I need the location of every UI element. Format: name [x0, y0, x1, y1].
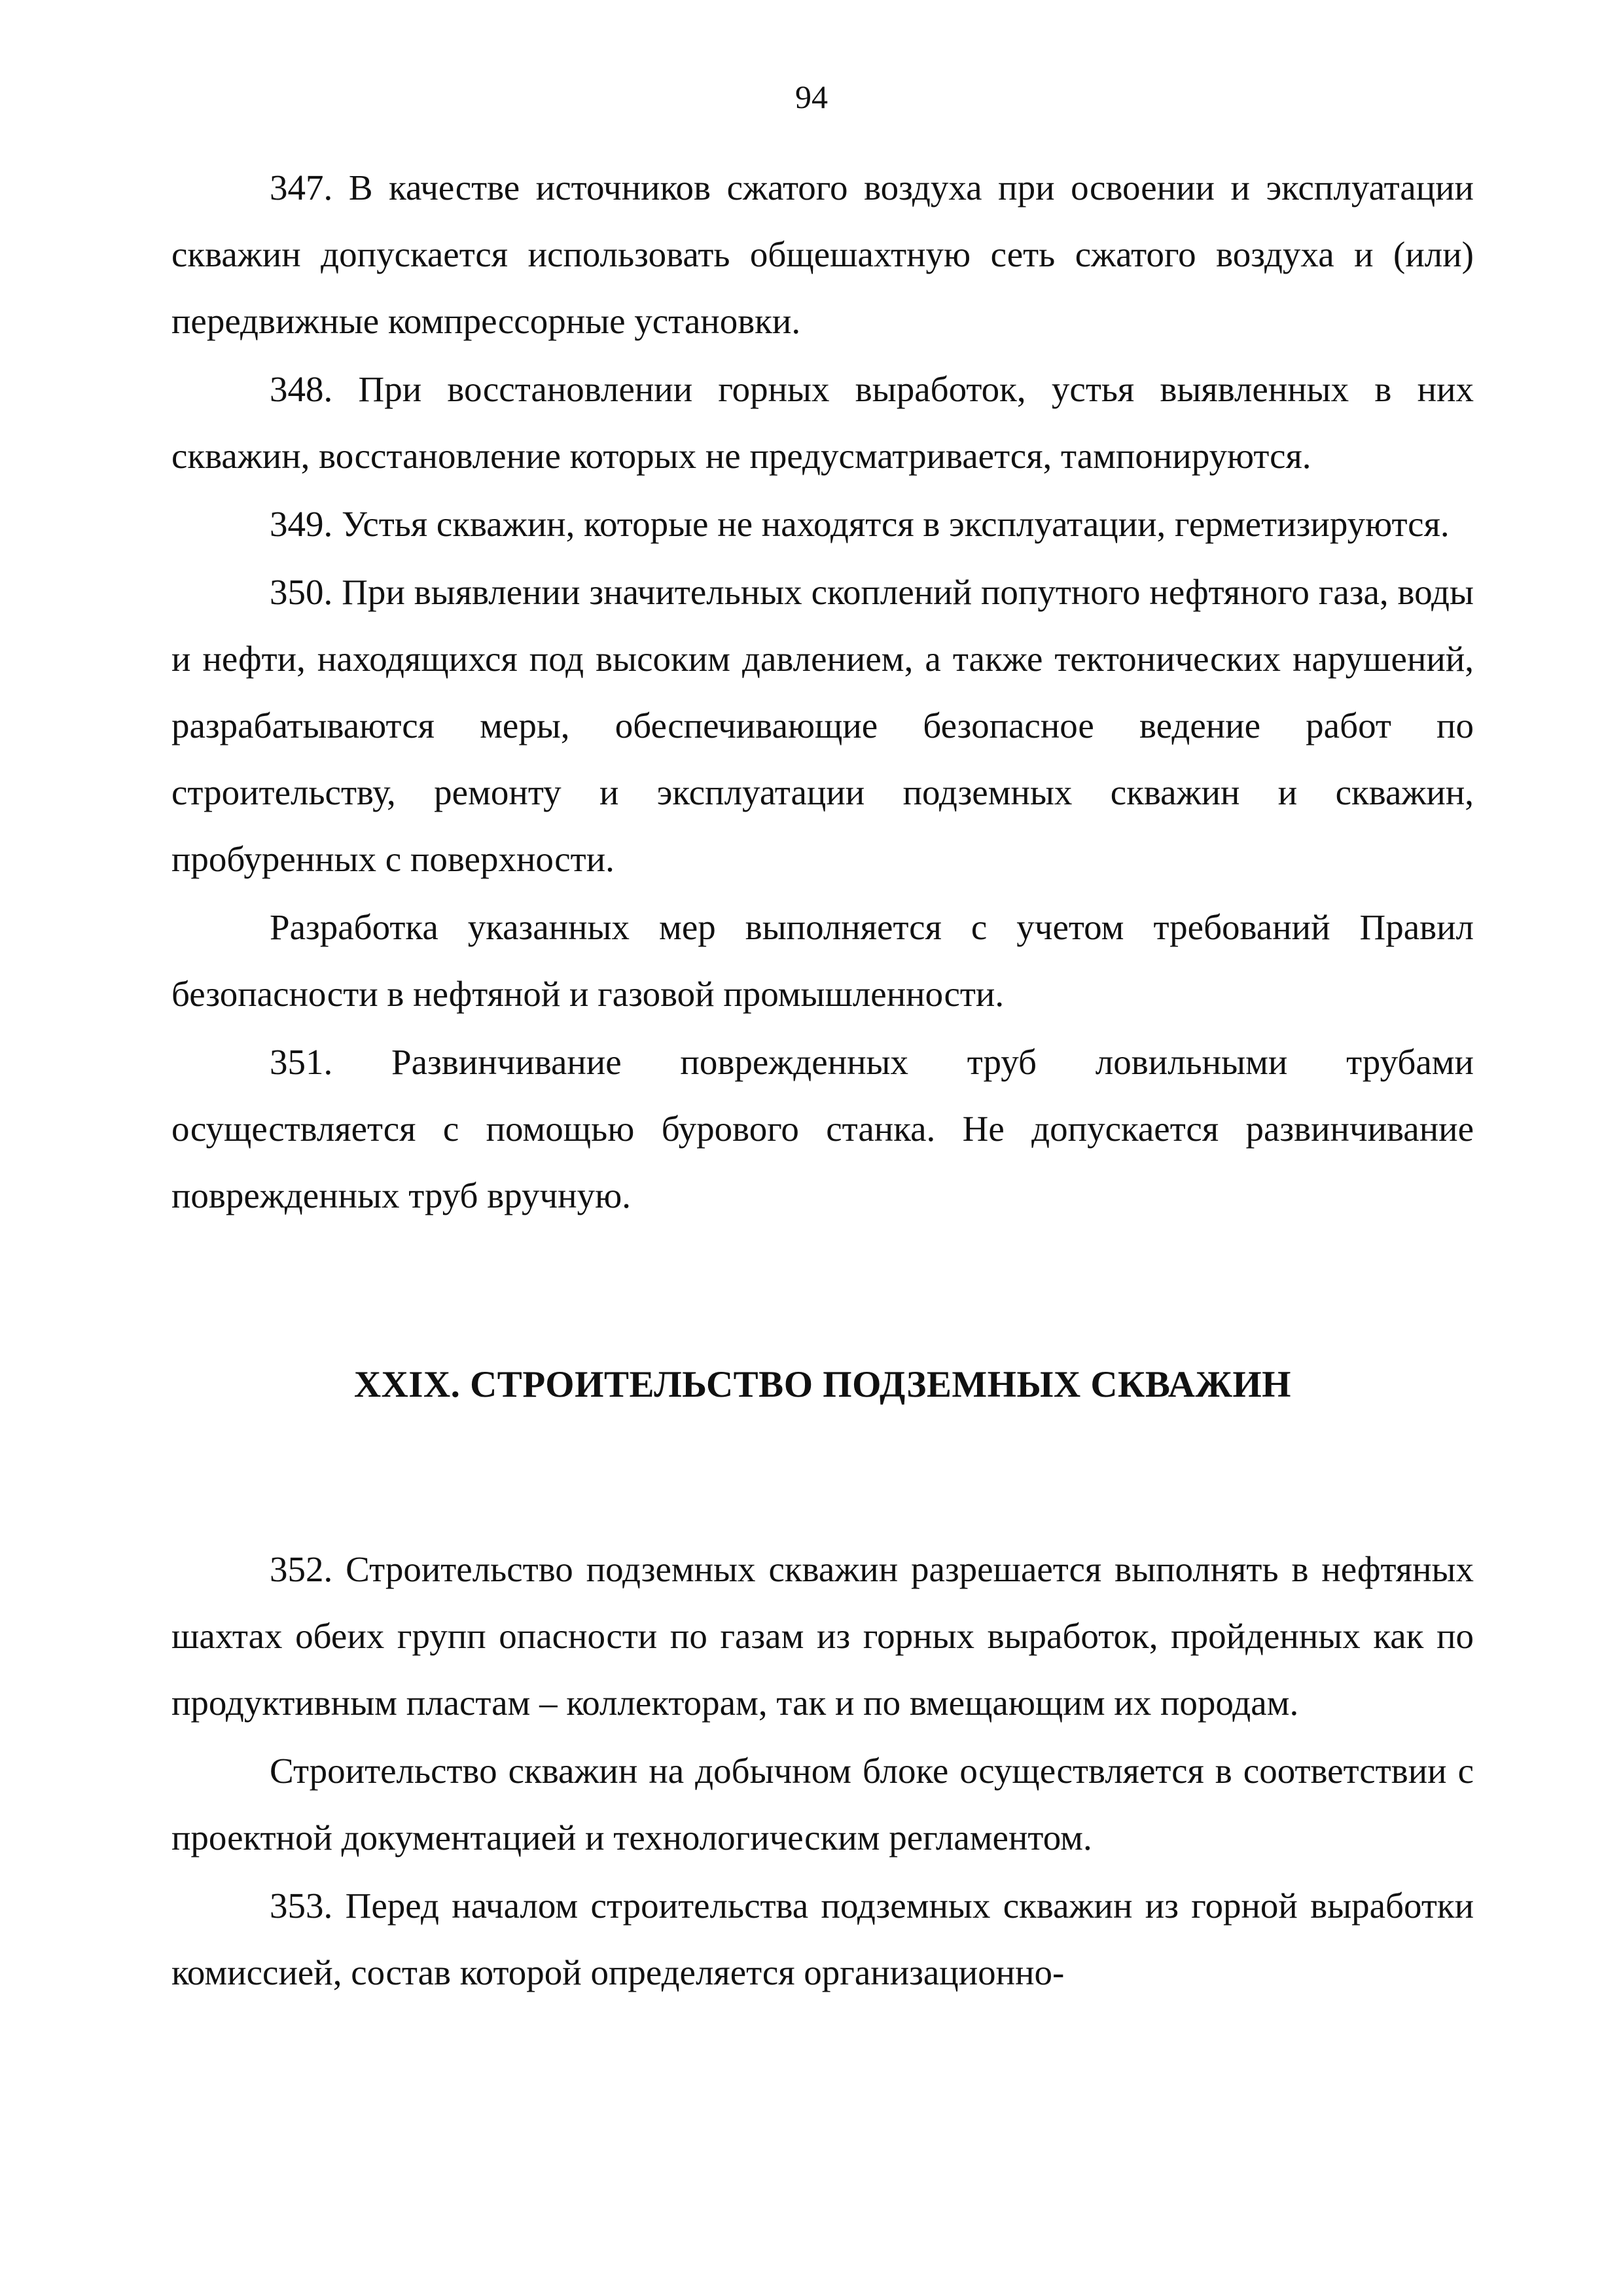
paragraph-351 [171, 1029, 1474, 1230]
page-number: 94 [795, 79, 828, 115]
paragraph-text: Строительство скважин на добычном блоке осуществляется в соответствии с проектной документацией и технологическим регламентом. [171, 1751, 1474, 1857]
section-heading: XXIX. СТРОИТЕЛЬСТВО ПОДЗЕМНЫХ СКВАЖИН [353, 1364, 1292, 1405]
paragraph-352 [171, 1536, 1474, 1738]
paragraph-text: В качестве источников сжатого воздуха при освоении и эксплуатации скважин допускается использовать общешахтную сеть сжатого воздуха и (или) передвижные компрессорные установки. [171, 168, 1474, 341]
item-number: 349. [270, 504, 333, 544]
item-number: 347. [270, 168, 333, 207]
paragraph-text: Перед началом строительства подземных скважин из горной выработки комиссией, состав которой определяется организационно- [171, 1886, 1474, 1992]
paragraph-350-continued [171, 894, 1474, 1029]
document-body [171, 154, 1474, 2007]
paragraph-text: Устья скважин, которые не находятся в эксплуатации, герметизируются. [342, 504, 1450, 544]
item-number: 352. [270, 1549, 333, 1589]
paragraph-text: Строительство подземных скважин разрешается выполнять в нефтяных шахтах обеих групп опасности по газам из горных выработок, пройденных как по продуктивным пластам – коллекторам, так и по вмещающим их породам. [171, 1549, 1474, 1723]
item-number: 353. [270, 1886, 333, 1926]
paragraph-text: При восстановлении горных выработок, устья выявленных в них скважин, восстановление которых не предусматривается, тампонируются. [171, 369, 1474, 476]
item-number: 351. [270, 1042, 333, 1082]
paragraph-text: Развинчивание поврежденных труб ловильными трубами осуществляется с помощью бурового станка. Не допускается развинчивание поврежденных труб вручную. [171, 1042, 1474, 1215]
paragraph-347 [171, 154, 1474, 356]
paragraph-text: При выявлении значительных скоплений попутного нефтяного газа, воды и нефти, находящихся под высоким давлением, а также тектонических нарушений, разрабатываются меры, обеспечивающие безопасное ведение работ по строительству, ремонту и эксплуатации подземных скважин и скважин, пробуренных с поверхности. [171, 572, 1474, 879]
paragraph-349 [171, 491, 1474, 559]
item-number: 350. [270, 572, 333, 612]
paragraph-350 [171, 559, 1474, 894]
paragraph-text: Разработка указанных мер выполняется с учетом требований Правил безопасности в нефтяной и газовой промышленности. [171, 907, 1474, 1014]
paragraph-352-continued [171, 1738, 1474, 1873]
item-number: 348. [270, 369, 333, 409]
paragraph-353 [171, 1873, 1474, 2007]
paragraph-348 [171, 356, 1474, 491]
